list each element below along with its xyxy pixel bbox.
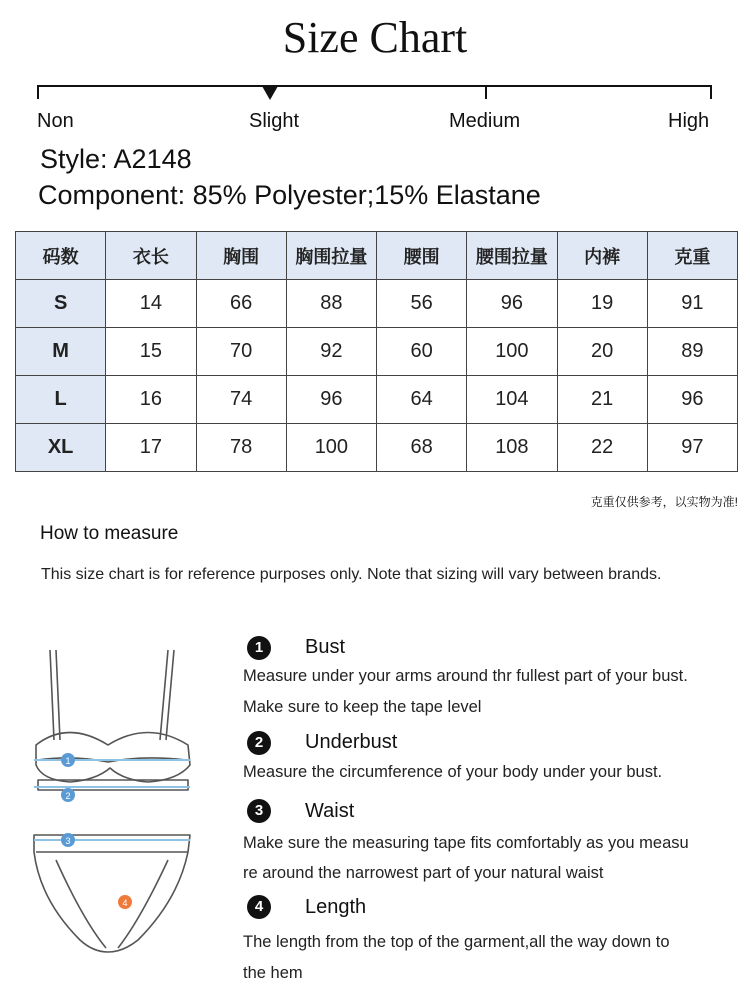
component-value: 85% Polyester;15% Elastane xyxy=(192,180,541,210)
table-cell: 96 xyxy=(647,376,737,424)
page-title: Size Chart xyxy=(282,13,468,62)
size-cell: S xyxy=(16,280,106,328)
item-desc: The length from the top of the garment,all the way down to xyxy=(243,933,670,951)
scale-tick xyxy=(710,85,712,99)
table-cell: 22 xyxy=(557,424,647,472)
number-2-icon: 2 xyxy=(247,731,271,755)
table-cell: 100 xyxy=(467,328,557,376)
header-cell: 腰围拉量 xyxy=(467,232,557,280)
header-cell: 腰围 xyxy=(377,232,467,280)
scale-tick xyxy=(485,85,487,99)
header-cell: 内裤 xyxy=(557,232,647,280)
table-cell: 21 xyxy=(557,376,647,424)
item-desc: Make sure to keep the tape level xyxy=(243,698,482,716)
table-cell: 20 xyxy=(557,328,647,376)
table-cell: 108 xyxy=(467,424,557,472)
header-cell: 克重 xyxy=(647,232,737,280)
style-value: A2148 xyxy=(113,144,192,174)
style-label: Style: xyxy=(40,144,108,174)
table-header-row xyxy=(16,232,738,280)
number-4-icon: 4 xyxy=(247,895,271,919)
style-line xyxy=(40,144,192,175)
svg-text:4: 4 xyxy=(122,898,128,908)
scale-label-non: Non xyxy=(37,110,74,132)
item-desc: Measure the circumference of your body under your bust. xyxy=(243,763,663,781)
table-cell: 96 xyxy=(286,376,376,424)
item-desc: the hem xyxy=(243,964,303,982)
item-desc: re around the narrowest part of your natural waist xyxy=(243,864,604,882)
header-cell: 胸围拉量 xyxy=(286,232,376,280)
scale-line xyxy=(38,85,712,87)
size-cell: XL xyxy=(16,424,106,472)
component-label: Component: xyxy=(38,180,186,210)
table-cell: 88 xyxy=(286,280,376,328)
how-to-measure-heading: How to measure xyxy=(40,523,179,544)
table-cell: 70 xyxy=(196,328,286,376)
table-cell: 60 xyxy=(377,328,467,376)
svg-text:1: 1 xyxy=(65,756,71,766)
table-cell: 91 xyxy=(647,280,737,328)
scale-pointer-icon xyxy=(262,86,278,100)
table-cell: 17 xyxy=(106,424,196,472)
table-cell: 92 xyxy=(286,328,376,376)
size-cell: M xyxy=(16,328,106,376)
table-row xyxy=(16,280,738,328)
svg-text:2: 2 xyxy=(65,791,71,801)
table-cell: 96 xyxy=(467,280,557,328)
item-title: Bust xyxy=(305,636,346,658)
scale-label-slight: Slight xyxy=(249,110,300,132)
header-cell: 胸围 xyxy=(196,232,286,280)
table-row xyxy=(16,376,738,424)
disclaimer-text: This size chart is for reference purposes only. Note that sizing will vary between brands. xyxy=(41,566,662,583)
size-cell: L xyxy=(16,376,106,424)
table-cell: 104 xyxy=(467,376,557,424)
table-cell: 66 xyxy=(196,280,286,328)
table-cell: 56 xyxy=(377,280,467,328)
bra-cups xyxy=(36,733,190,783)
item-title: Length xyxy=(305,896,367,918)
header-cell: 码数 xyxy=(16,232,106,280)
garment-illustration xyxy=(28,640,208,970)
weight-note: 克重仅供参考，以实物为准! xyxy=(590,495,738,509)
header-cell: 衣长 xyxy=(106,232,196,280)
item-desc: Make sure the measuring tape fits comfortably as you measu xyxy=(243,834,689,852)
left-strap xyxy=(50,650,54,740)
table-cell: 97 xyxy=(647,424,737,472)
table-cell: 14 xyxy=(106,280,196,328)
scale-label-high: High xyxy=(668,110,710,132)
number-3-icon: 3 xyxy=(247,799,271,823)
table-cell: 68 xyxy=(377,424,467,472)
table-cell: 64 xyxy=(377,376,467,424)
item-title: Waist xyxy=(305,800,355,822)
size-table xyxy=(15,231,738,472)
table-cell: 16 xyxy=(106,376,196,424)
scale-label-medium: Medium xyxy=(449,110,521,132)
table-cell: 78 xyxy=(196,424,286,472)
table-cell: 19 xyxy=(557,280,647,328)
item-desc: Measure under your arms around thr fullest part of your bust. xyxy=(243,667,688,685)
item-title: Underbust xyxy=(305,731,398,753)
table-cell: 89 xyxy=(647,328,737,376)
table-cell: 100 xyxy=(286,424,376,472)
table-cell: 74 xyxy=(196,376,286,424)
svg-text:3: 3 xyxy=(65,836,71,846)
table-row xyxy=(16,424,738,472)
component-line xyxy=(38,180,541,211)
scale-tick xyxy=(37,85,39,99)
table-row xyxy=(16,328,738,376)
table-cell: 15 xyxy=(106,328,196,376)
number-1-icon: 1 xyxy=(247,636,271,660)
